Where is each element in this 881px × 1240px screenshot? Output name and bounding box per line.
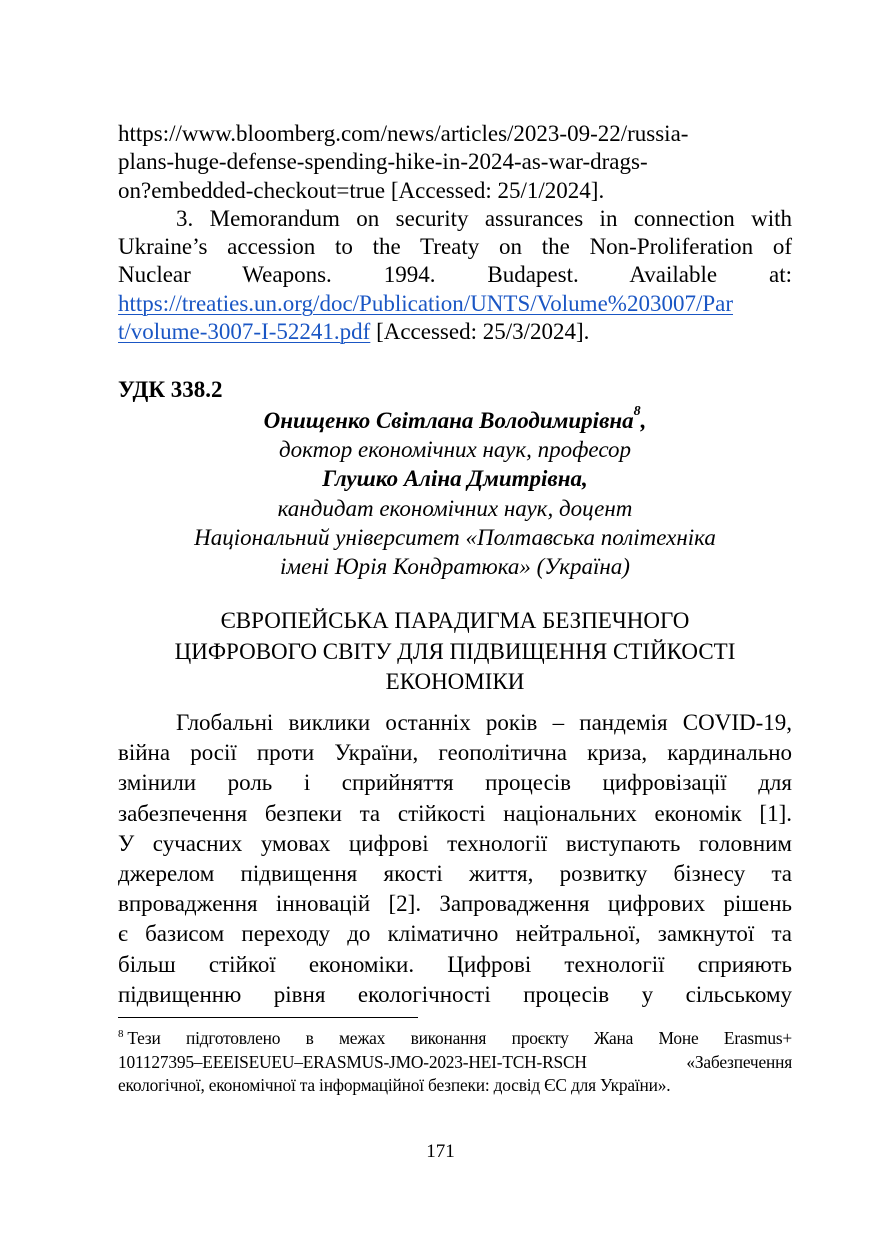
author-2-name: Глушко Аліна Дмитрівна, bbox=[322, 466, 588, 492]
author-1-comma: , bbox=[640, 408, 647, 433]
page-number: 171 bbox=[426, 1141, 455, 1162]
title-line: ЄВРОПЕЙСЬКА ПАРАДИГМА БЕЗПЕЧНОГО bbox=[220, 608, 690, 633]
references-block bbox=[118, 120, 792, 346]
reference-url-line: https://www.bloomberg.com/news/articles/2023-09-22/russia- bbox=[118, 121, 689, 146]
reference-link-line bbox=[118, 290, 792, 318]
reference-item-3-line: Ukraine’s accession to the Treaty on the Non-Proliferation of bbox=[118, 234, 792, 260]
authors-block bbox=[118, 406, 792, 581]
article-title bbox=[118, 606, 792, 698]
reference-link[interactable]: t/volume-3007-I-52241.pdf bbox=[118, 319, 371, 345]
body-line: є базисом переходу до кліматично нейтральної, замкнутої та bbox=[118, 921, 792, 947]
footnote-line: екологічної, економічної та інформаційної безпеки: досвід ЄС для України». bbox=[118, 1075, 671, 1095]
body-paragraph bbox=[118, 708, 792, 1010]
reference-link[interactable]: https://treaties.un.org/doc/Publication/UNTS/Volume%203007/Par bbox=[118, 290, 733, 316]
footnote-line bbox=[118, 1027, 792, 1051]
reference-item-3-line: Nuclear Weapons. 1994. Budapest. Available at: bbox=[118, 262, 792, 288]
author-1 bbox=[118, 406, 792, 435]
reference-url-line: plans-huge-defense-spending-hike-in-2024-as-war-drags- bbox=[118, 149, 648, 175]
reference-link-line bbox=[118, 318, 792, 346]
author-1-degree: доктор економічних наук, професор bbox=[279, 437, 631, 463]
body-line: джерелом підвищення якості життя, розвитку бізнесу та bbox=[118, 861, 792, 887]
title-line: ЦИФРОВОГО СВІТУ ДЛЯ ПІДВИЩЕННЯ СТІЙКОСТІ bbox=[174, 638, 736, 664]
body-line: змінили роль і сприйняття процесів цифровізації для bbox=[118, 770, 792, 796]
footnote-number: 8 bbox=[118, 1028, 124, 1040]
body-line: забезпечення безпеки та стійкості національних економік [1]. bbox=[118, 800, 792, 826]
footnote-line: 101127395–EEEISEUEU–ERASMUS-JMO-2023-HEI-TCH-RSCH «Забезпечення bbox=[118, 1051, 792, 1072]
footnote bbox=[118, 1027, 792, 1098]
title-line: ЕКОНОМІКИ bbox=[385, 669, 525, 694]
affiliation: імені Юрія Кондратюка» (Україна) bbox=[280, 554, 630, 580]
body-line: У сучасних умовах цифрові технології виступають головним bbox=[118, 830, 792, 856]
udk-code: УДК 338.2 bbox=[118, 377, 223, 402]
body-line: війна росії проти України, геополітична криза, кардинально bbox=[118, 740, 792, 766]
body-line: більш стійкої економіки. Цифрові технології сприяють bbox=[118, 951, 792, 977]
reference-accessed: [Accessed: 25/3/2024]. bbox=[370, 319, 590, 345]
reference-url-line: on?embedded-checkout=true [Accessed: 25/1/2024]. bbox=[118, 177, 605, 203]
body-line: підвищенню рівня екологічності процесів у сільському bbox=[118, 981, 792, 1007]
reference-item-3-line: 3. Memorandum on security assurances in connection with bbox=[176, 205, 792, 231]
body-line: Глобальні виклики останніх років – пандемія COVID-19, bbox=[176, 710, 792, 735]
author-2-degree: кандидат економічних наук, доцент bbox=[277, 495, 633, 521]
body-line: впровадження інновацій [2]. Запровадження цифрових рішень bbox=[118, 891, 792, 917]
footnote-divider bbox=[118, 1017, 418, 1018]
footnote-mark[interactable]: 8 bbox=[633, 404, 641, 419]
footnote-text: Тези підготовлено в межах виконання проєкту Жана Моне Erasmus+ bbox=[127, 1028, 792, 1048]
affiliation: Національний університет «Полтавська політехніка bbox=[194, 524, 716, 550]
author-1-name: Онищенко Світлана Володимирівна bbox=[263, 408, 634, 433]
